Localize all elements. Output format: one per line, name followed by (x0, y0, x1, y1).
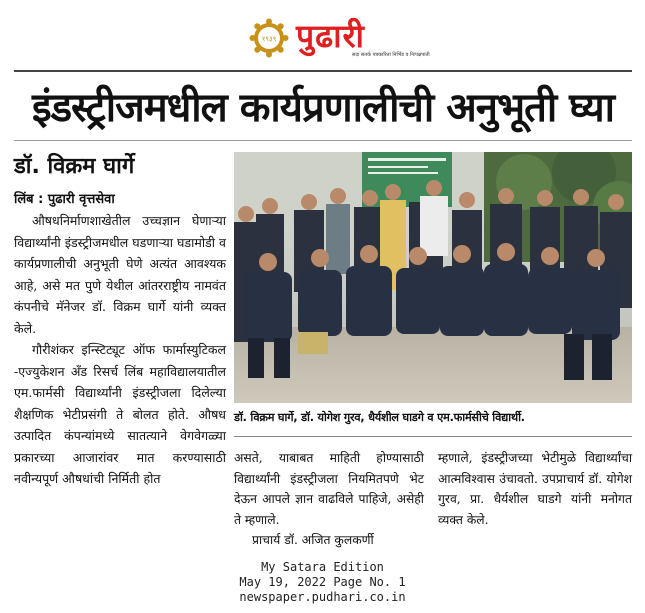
edition-footer (200, 560, 445, 605)
brand-logo: पुढारी (296, 17, 365, 55)
dateline: लिंब : पुढारी वृत्तसेवा (14, 192, 115, 207)
divider (234, 436, 632, 437)
article-column-right (438, 448, 632, 530)
article-paragraph: प्राचार्य डॉ. अजित कुलकर्णी (252, 533, 374, 547)
brand-tagline: सदा सतर्क पत्रकारिता निर्भिड व निःपक्षपाती (352, 52, 430, 58)
edition-name: My Satara Edition (261, 560, 384, 574)
anniversary-seal-icon (249, 18, 289, 58)
article-column-left (14, 210, 226, 490)
group-photo-image (234, 152, 632, 403)
article-paragraph: म्हणाले, इंडस्ट्रीजच्या भेटीमुळे विद्यार्थ्यांचा आत्मविश्वास उंचावतो. उपप्राचार्य डॉ. योगेश गुरव, प्रा. धैर्यशील घाडगे यांनी मनोगत व्यक्त केले. (438, 451, 632, 527)
article-column-middle (234, 448, 424, 551)
seal-text: १९३९ (261, 35, 277, 43)
edition-url: newspaper.pudhari.co.in (239, 590, 406, 604)
masthead (0, 6, 645, 64)
article-paragraph: असते, याबाबत माहिती होण्यासाठी विद्यार्थ्यांनी इंडस्ट्रीजला नियमितपणे भेट देऊन आपले ज्ञान वाढविले पाहिजे, असेही ते म्हणाले. (234, 451, 424, 527)
photo-caption: डॉ. विक्रम घार्गे, डॉ. योगेश गुरव, धैर्यशील घाडगे व एम.फार्मसीचे विद्यार्थी. (234, 411, 525, 424)
news-photo (234, 152, 632, 403)
divider (14, 140, 632, 141)
article-paragraph: गौरीशंकर इन्स्टिट्यूट ऑफ फार्मास्युटिकल -एज्युकेशन अँड रिसर्च लिंब महाविद्यालयातील एम.फार्मसी विद्यार्थ्यांनी इंडस्ट्रीजला दिलेल्या शैक्षणिक भेटीप्रसंगी ते बोलत होते. औषध उत्पादित कंपन्यांमध्ये सातत्याने वेगवेगळ्या प्रकारच्या आजारांवर मात करण्यासाठी नवीन्यपूर्ण औषधांची निर्मिती होत (14, 342, 226, 486)
divider (14, 70, 632, 72)
headline: इंडस्ट्रीजमधील कार्यप्रणालीची अनुभूती घ्या (31, 85, 615, 131)
edition-date-page: May 19, 2022 Page No. 1 (239, 575, 406, 589)
byline: डॉ. विक्रम घार्गे (14, 154, 135, 179)
article-paragraph: औषधनिर्माणशाखेतील उच्चज्ञान घेणाऱ्या विद्यार्थ्यांनी इंडस्ट्रीजमधील घडणाऱ्या घडामोडी व कार्यप्रणालीची अनुभूती घेणे अत्यंत आवश्यक आहे, असे मत पुणे येथील आंतरराष्ट्रीय नामवंत कंपनीचे मॅनेजर डॉ. विक्रम घार्गे यांनी व्यक्त केले. (14, 213, 226, 336)
